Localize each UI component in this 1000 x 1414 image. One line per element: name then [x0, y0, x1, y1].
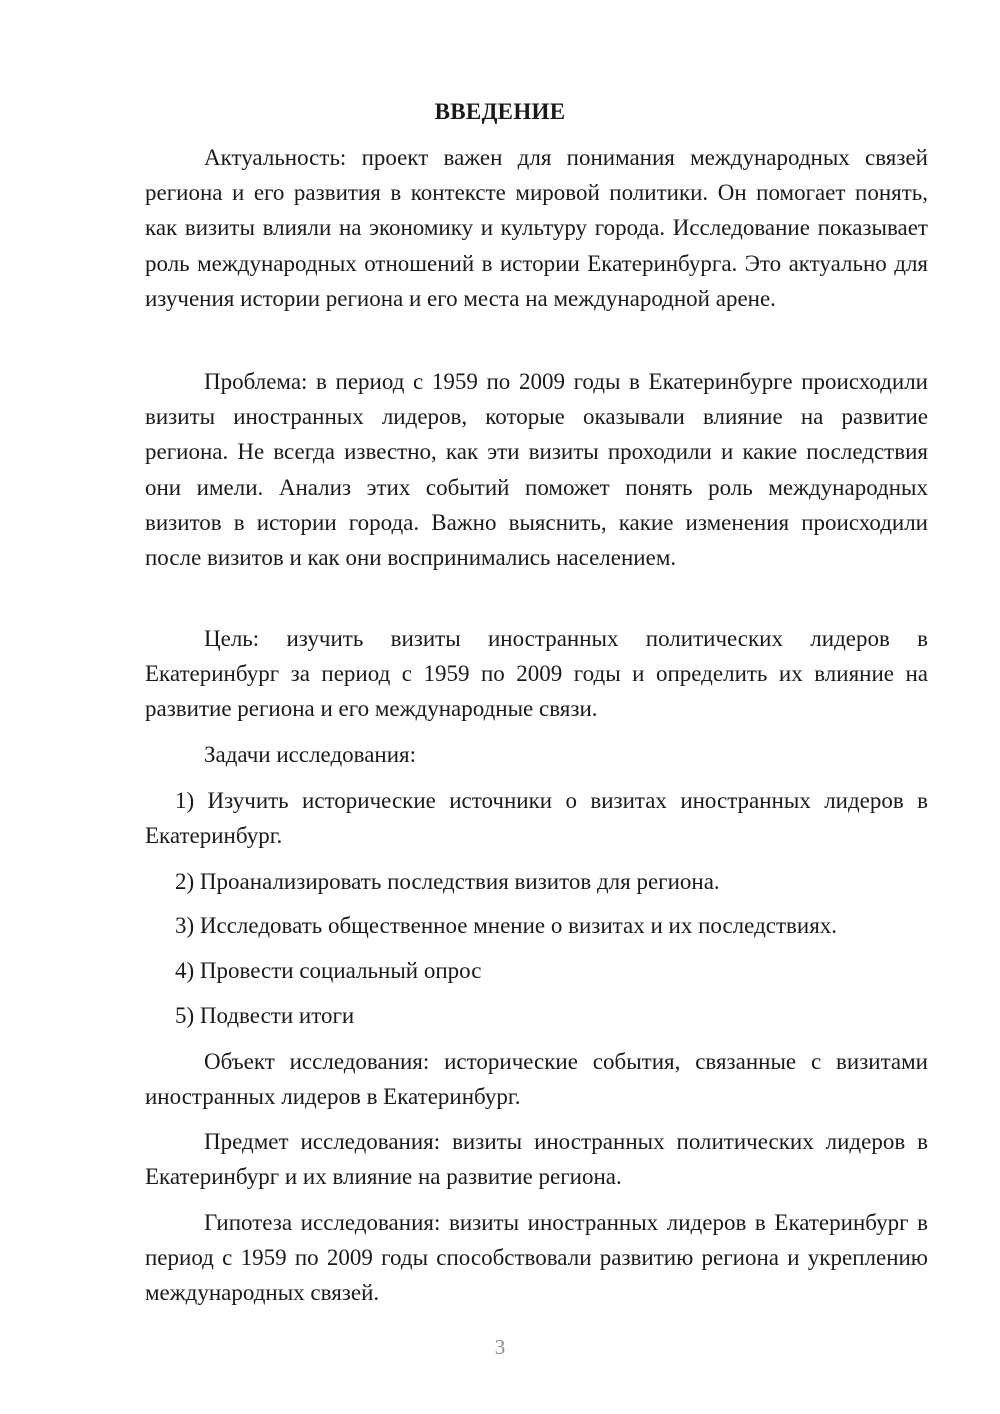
- task-item-5: 5) Подвести итоги: [175, 1003, 355, 1028]
- paragraph-problem: Проблема: в период с 1959 по 2009 годы в Екатеринбурге происходили визиты иностранных лидеров, которые оказывали влияние на развитие региона. Не всегда известно, как эти визиты проходили и какие последствия они имели. Анализ этих событий поможет понять роль международных визитов в истории города. Важно выяснить, какие изменения происходили после визитов и как они воспринимались населением.: [145, 369, 928, 571]
- paragraph-subject: Предмет исследования: визиты иностранных политических лидеров в Екатеринбург и их влияние на развитие региона.: [145, 1129, 928, 1190]
- tasks-title: Задачи исследования:: [204, 742, 417, 767]
- paragraph-goal: Цель: изучить визиты иностранных политических лидеров в Екатеринбург за период с 1959 по 2009 годы и определить их влияние на развитие региона и его международные связи.: [145, 626, 928, 722]
- paragraph-relevance: Актуальность: проект важен для понимания международных связей региона и его развития в контексте мировой политики. Он помогает понять, как визиты влияли на экономику и культуру города. Исследование показывает роль международных отношений в истории Екатеринбурга. Это актуально для изучения истории региона и его места на международной арене.: [145, 145, 928, 311]
- task-item-1: 1) Изучить исторические источники о визитах иностранных лидеров в Екатеринбург.: [145, 788, 928, 849]
- paragraph-object: Объект исследования: исторические события, связанные с визитами иностранных лидеров в Екатеринбург.: [145, 1049, 928, 1110]
- paragraph-hypothesis: Гипотеза исследования: визиты иностранных лидеров в Екатеринбург в период с 1959 по 2009 годы способствовали развитию региона и укреплению международных связей.: [145, 1210, 928, 1306]
- section-heading: ВВЕДЕНИЕ: [434, 99, 566, 124]
- page-number: 3: [494, 1335, 506, 1359]
- task-item-4: 4) Провести социальный опрос: [175, 958, 482, 983]
- task-item-3: 3) Исследовать общественное мнение о визитах и их последствиях.: [175, 913, 838, 938]
- task-item-2: 2) Проанализировать последствия визитов для региона.: [175, 869, 720, 894]
